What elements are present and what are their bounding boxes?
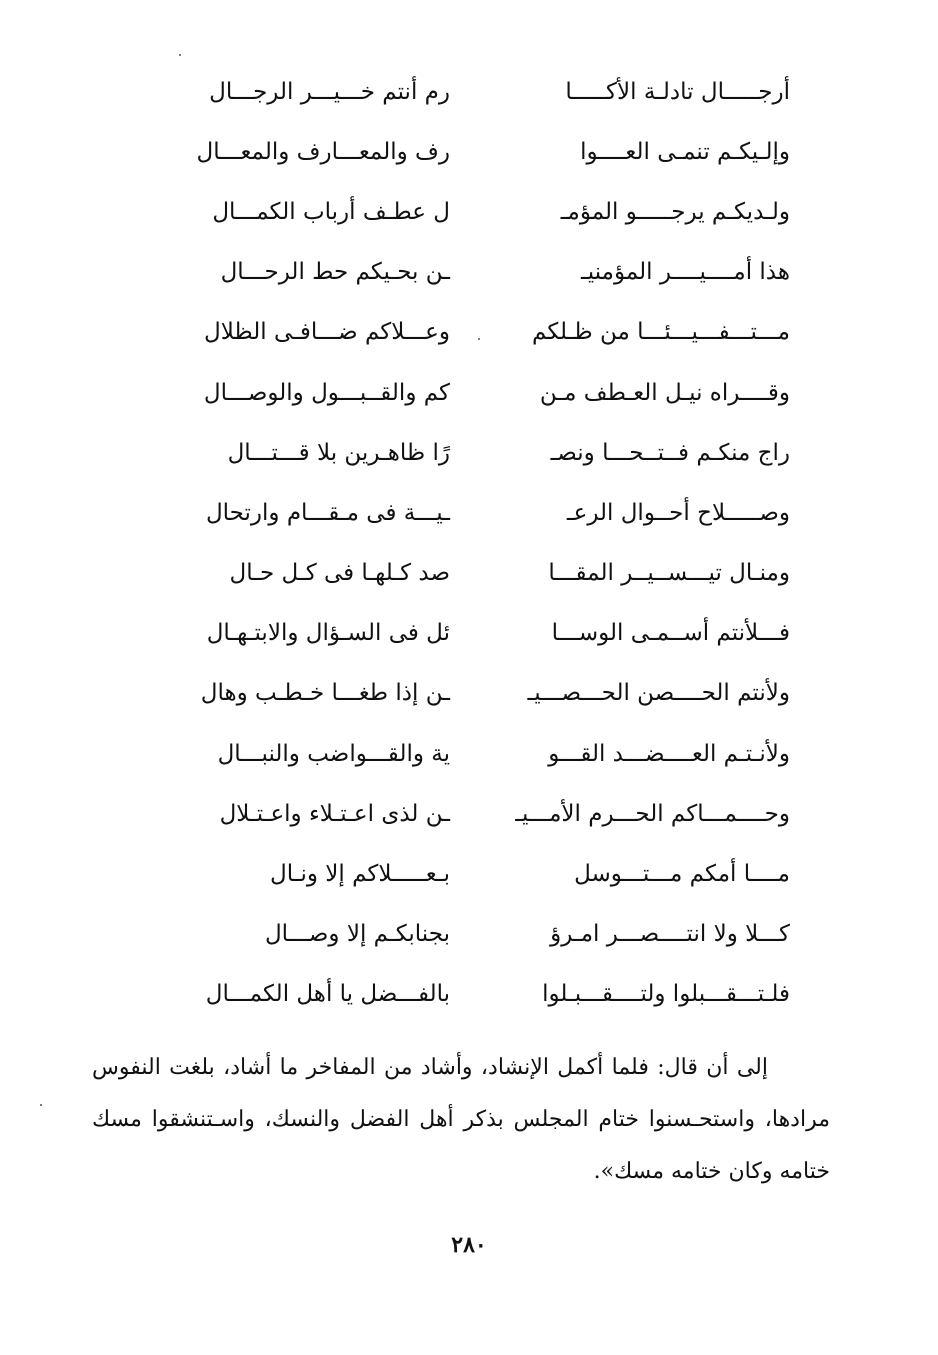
prose-paragraph (92, 1042, 830, 1198)
verse (150, 965, 790, 1025)
verse (150, 844, 790, 904)
verse (150, 604, 790, 664)
verse-first-hemistich: مـــتـــفـــيـــئـــا من ظـلكم (532, 319, 790, 346)
verse-first-hemistich: راج منكـم فــتــحـــا ونصـ (550, 439, 790, 466)
verse-second-hemistich: بجنابكـم إلا وصـــال (264, 921, 450, 948)
verse-second-hemistich: ئل فى السـؤال والابتـهـال (206, 620, 450, 647)
verse-first-hemistich: وقــــراه نيـل العـطف مـن (539, 379, 790, 406)
verse (150, 182, 790, 242)
print-speck (40, 1104, 42, 1106)
verse (150, 483, 790, 543)
verse-first-hemistich: ولأنـتـم العــــضـــد القـــو (548, 740, 790, 767)
print-speck (179, 54, 181, 56)
verse-second-hemistich: ـيـــة فى مـقـــام وارتحال (205, 499, 450, 526)
verse-first-hemistich: مــــا أمكم مـــتـــوسل (574, 861, 790, 888)
verse (150, 243, 790, 303)
verse-first-hemistich: أرجـــــال تادلـة الأكـــــا (565, 78, 790, 105)
verse-second-hemistich: رف والمعـــارف والمعـــال (196, 138, 450, 165)
verse-first-hemistich: ولـديكـم يرجـــــو المؤمـ (560, 198, 790, 225)
verse-first-hemistich: وحــــمـــاكم الحـــرم الأمـــيـ (515, 800, 790, 827)
verse-second-hemistich: ية والقـــواضب والنبـــال (217, 740, 450, 767)
verse (150, 423, 790, 483)
poem (150, 62, 790, 1025)
verse-second-hemistich: بالفـــضل يا أهل الكمـــال (205, 981, 450, 1008)
verse (150, 664, 790, 724)
verse-second-hemistich: ـن لذى اعـتـلاء واعـتـلال (219, 800, 450, 827)
verse (150, 122, 790, 182)
verse (150, 303, 790, 363)
verse-second-hemistich: كم والقــبـــول والوصـــال (203, 379, 450, 406)
verse-second-hemistich: وعـــلاكم ضـــافـى الظلال (203, 319, 450, 346)
verse-first-hemistich: وإلـيكـم تنمـى العــــوا (580, 138, 790, 165)
verse-second-hemistich: ـن إذا طغـــا خـطـب وهال (200, 680, 450, 707)
verse (150, 905, 790, 965)
verse-first-hemistich: هذا أمــــيــــر المؤمنيـ (581, 259, 790, 286)
verse-second-hemistich: رًا ظاهـرين بلا قـــتـــال (227, 439, 450, 466)
verse-second-hemistich: بـعـــــلاكم إلا ونـال (269, 861, 450, 888)
verse-second-hemistich: صد كـلهـا فى كـل حـال (229, 560, 450, 587)
verse (150, 62, 790, 122)
verse (150, 363, 790, 423)
verse-second-hemistich: رم أنتم خـــيـــر الرجـــال (209, 78, 450, 105)
verse-first-hemistich: ومنـال تيـــســيــر المقـــا (548, 560, 790, 587)
verse-first-hemistich: ولأنتم الحــــصن الحـــصـــيـ (527, 680, 790, 707)
verse-first-hemistich: فلـتـــقـــبلوا ولتــــقـــبـلوا (542, 981, 790, 1008)
verse-second-hemistich: ل عطـف أرباب الكمـــال (212, 198, 450, 225)
verse-second-hemistich: ـن بحـيكم حط الرحـــال (220, 259, 450, 286)
verse-first-hemistich: وصـــــلاح أحــوال الرعـ (566, 499, 790, 526)
verse-first-hemistich: فـــلأنتم أســمـى الوســـا (551, 620, 790, 647)
prose-text: إلى أن قال: فلما أكمل الإنشاد، وأشاد من المفاخر ما أشاد، بلغت النفوس مرادها، واستحـسنوا ختام المجلس بذكر أهل الفضل والنسك، واسـتنشقوا مسك ختامه وكان ختامه مسك». (92, 1055, 831, 1184)
verse-first-hemistich: كـــلا ولا انتــــصـــر امـرؤ (550, 921, 790, 948)
page-number: ٢٨٠ (451, 1232, 487, 1258)
verse (150, 544, 790, 604)
verse (150, 724, 790, 784)
verse (150, 784, 790, 844)
